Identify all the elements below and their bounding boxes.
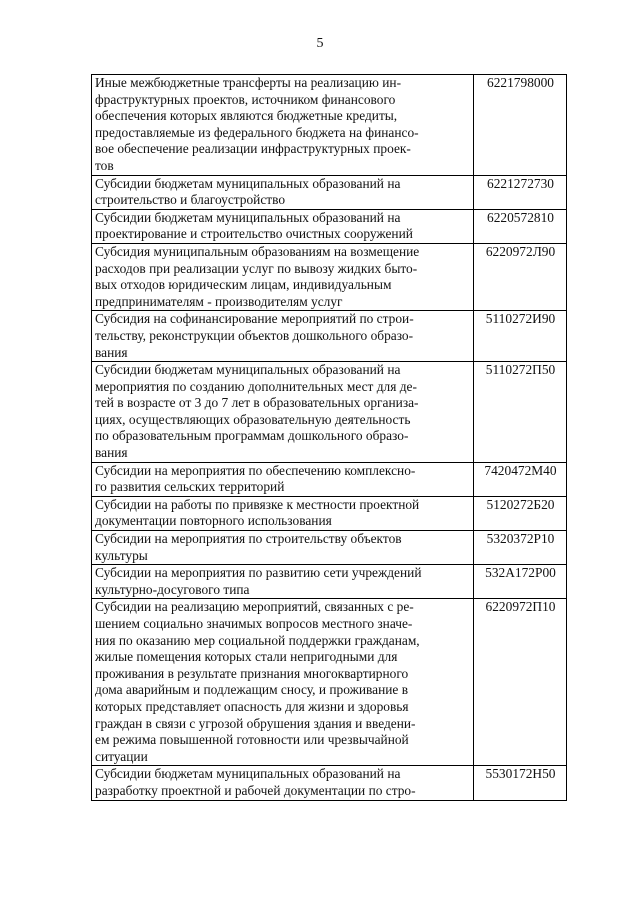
table-row	[92, 531, 567, 565]
row-description: Субсидии на реализацию мероприятий, связанных с ре- шением социально значимых вопросов местного значе- ния по оказанию мер социальной поддержки гражданам, жилые помещения которых стали непригодными для проживания в результате признания многоквартирного дома аварийным и подлежащим сносу, и проживание в которых представляет опасность для жизни и здоровья граждан в связи с угрозой обрушения здания и введени- ем режима повышенной готовности или чрезвычайной ситуации	[92, 599, 474, 766]
row-description: Субсидии бюджетам муниципальных образований на разработку проектной и рабочей документации по стро-	[92, 766, 474, 800]
row-description: Субсидии на работы по привязке к местности проектной документации повторного использования	[92, 496, 474, 530]
row-description: Субсидии на мероприятия по развитию сети учреждений культурно-досугового типа	[92, 565, 474, 599]
table-row	[92, 311, 567, 362]
row-code: 5530172Н50	[474, 766, 567, 800]
row-description: Субсидия муниципальным образованиям на возмещение расходов при реализации услуг по вывозу жидких быто- вых отходов юридическим лицам, индивидуальным предпринимателям - производителям услуг	[92, 243, 474, 310]
row-description: Субсидии на мероприятия по строительству объектов культуры	[92, 531, 474, 565]
row-description: Субсидии бюджетам муниципальных образований на мероприятия по созданию дополнительных мест для де- тей в возрасте от 3 до 7 лет в образовательных организа- циях, осуществляющих образовательную деятельность по образовательным программам дошкольного образо- вания	[92, 362, 474, 463]
table-row	[92, 243, 567, 310]
row-code: 5110272П50	[474, 362, 567, 463]
row-code: 7420472М40	[474, 462, 567, 496]
row-description: Субсидии на мероприятия по обеспечению комплексно- го развития сельских территорий	[92, 462, 474, 496]
page-number: 5	[316, 36, 324, 51]
row-description: Субсидия на софинансирование мероприятий по строи- тельству, реконструкции объектов дошкольного образо- вания	[92, 311, 474, 362]
row-code: 532А172Р00	[474, 565, 567, 599]
row-code: 6220572810	[474, 209, 567, 243]
row-description: Субсидии бюджетам муниципальных образований на проектирование и строительство очистных сооружений	[92, 209, 474, 243]
table-row	[92, 766, 567, 800]
row-description: Субсидии бюджетам муниципальных образований на строительство и благоустройство	[92, 175, 474, 209]
table-row	[92, 599, 567, 766]
table-row	[92, 565, 567, 599]
row-code: 5320372Р10	[474, 531, 567, 565]
table-row	[92, 496, 567, 530]
row-code: 6220972Л90	[474, 243, 567, 310]
table-row	[92, 75, 567, 176]
row-code: 6221272730	[474, 175, 567, 209]
budget-codes-table	[91, 74, 567, 801]
row-description: Иные межбюджетные трансферты на реализацию ин- фраструктурных проектов, источником финансового обеспечения которых являются бюджетные кредиты, предоставляемые из федерального бюджета на финансо- вое обеспечение реализации инфраструктурных проек- тов	[92, 75, 474, 176]
table-row	[92, 209, 567, 243]
table-row	[92, 462, 567, 496]
table-row	[92, 175, 567, 209]
row-code: 6221798000	[474, 75, 567, 176]
row-code: 5120272Б20	[474, 496, 567, 530]
table-row	[92, 362, 567, 463]
row-code: 6220972П10	[474, 599, 567, 766]
row-code: 5110272И90	[474, 311, 567, 362]
